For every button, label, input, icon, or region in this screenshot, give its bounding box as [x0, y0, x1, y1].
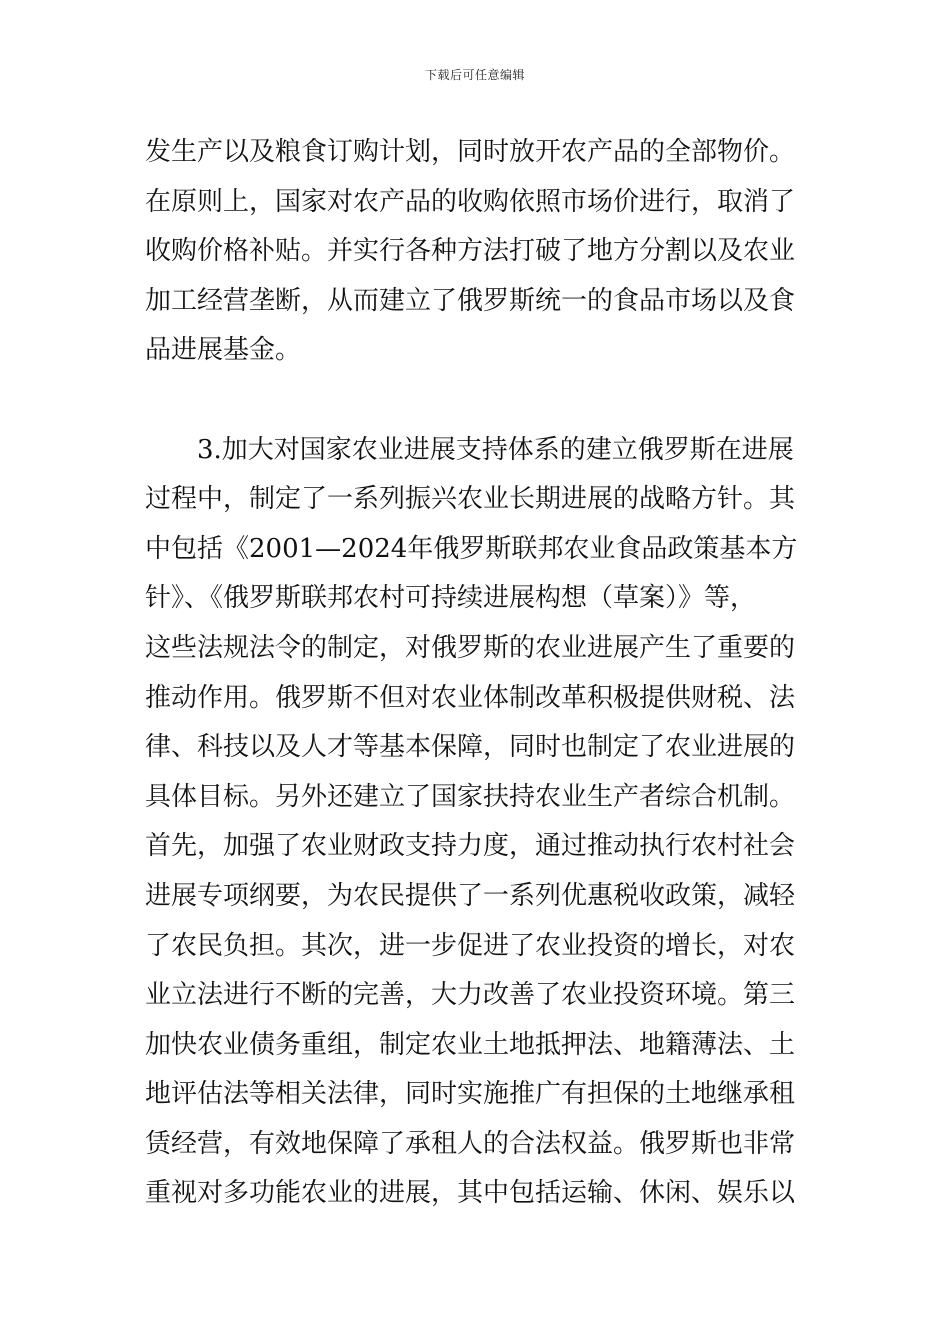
text-line: 针》、《俄罗斯联邦农村可持续进展构想（草案）》等，: [145, 583, 757, 614]
text-line: 这些法规法令的制定，对俄罗斯的农业进展产生了重要的: [145, 632, 796, 663]
document-body: [145, 128, 807, 1219]
text-line: 过程中，制定了一系列振兴农业长期进展的战略方针。其: [145, 484, 796, 515]
text-line: 收购价格补贴。并实行各种方法打破了地方分割以及农业: [145, 236, 796, 267]
text-line: 3.加大对国家农业进展支持体系的建立俄罗斯在进展: [145, 434, 794, 465]
text-line: 加快农业债务重组，制定农业土地抵押法、地籍薄法、土: [145, 1029, 796, 1060]
page-header: 下载后可任意编辑: [424, 68, 525, 82]
paragraph-gap: [145, 376, 807, 426]
text-line: 在原则上，国家对农产品的收购依照市场价进行，取消了: [145, 186, 796, 217]
text-line: 发生产以及粮食订购计划，同时放开农产品的全部物价。: [145, 137, 796, 167]
text-line: 了农民负担。其次，进一步促进了农业投资的增长，对农: [145, 930, 796, 961]
text-line: 具体目标。另外还建立了国家扶持农业生产者综合机制。: [145, 781, 796, 812]
text-line: 品进展基金。: [145, 335, 302, 366]
text-line: 律、科技以及人才等基本保障，同时也制定了农业进展的: [145, 732, 796, 763]
paragraph-1: [145, 128, 807, 376]
paragraph-2: [145, 426, 807, 1220]
text-line: 业立法进行不断的完善，大力改善了农业投资环境。第三: [145, 980, 796, 1011]
text-line: 首先，加强了农业财政支持力度，通过推动执行农村社会: [145, 831, 796, 862]
text-line: 赁经营，有效地保障了承租人的合法权益。俄罗斯也非常: [145, 1128, 796, 1159]
text-line: 重视对多功能农业的进展，其中包括运输、休闲、娱乐以: [145, 1178, 796, 1209]
text-line: 中包括《2001—2024年俄罗斯联邦农业食品政策基本方: [145, 533, 798, 564]
text-line: 进展专项纲要，为农民提供了一系列优惠税收政策，减轻: [145, 880, 796, 911]
text-line: 加工经营垄断，从而建立了俄罗斯统一的食品市场以及食: [145, 285, 796, 316]
text-line: 推动作用。俄罗斯不但对农业体制改革积极提供财税、法: [145, 682, 796, 713]
text-line: 地评估法等相关法律，同时实施推广有担保的土地继承租: [145, 1079, 796, 1110]
